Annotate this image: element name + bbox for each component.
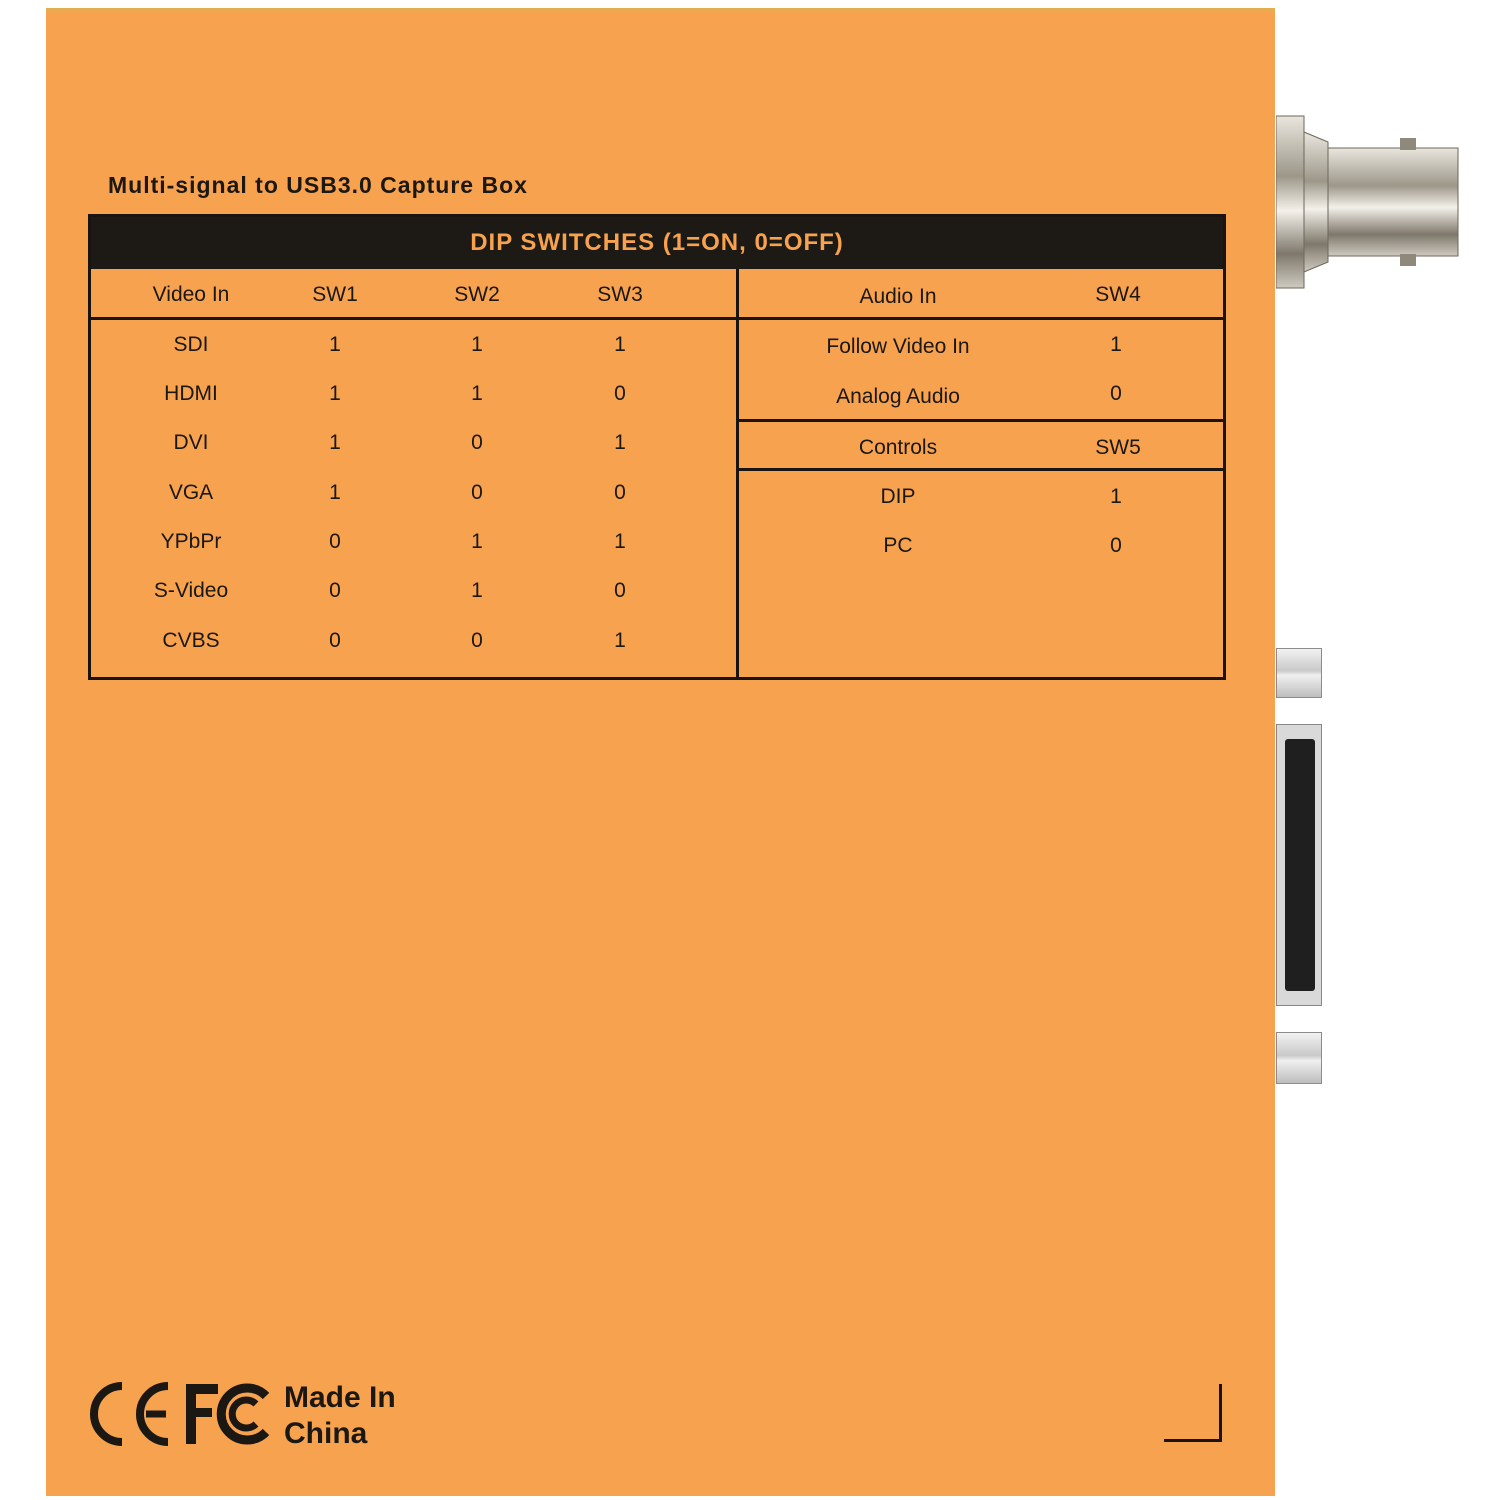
table-cell: HDMI [164, 382, 218, 405]
table-cell: 0 [614, 382, 626, 405]
certification-logos [88, 1378, 278, 1448]
sw2-column-header: SW2 [454, 283, 500, 306]
dsub-connector [1276, 724, 1322, 1006]
table-cell: 0 [471, 481, 483, 504]
table-cell: 1 [471, 530, 483, 553]
table-cell: VGA [168, 481, 214, 504]
table-cell: 1 [1110, 485, 1122, 508]
dip-switch-table [88, 214, 1226, 680]
table-cell: 1 [614, 530, 626, 553]
table-cell: 0 [329, 530, 341, 553]
audio-header-rule [736, 317, 1226, 320]
table-cell: 0 [471, 431, 483, 454]
side-latch-bottom [1276, 1032, 1322, 1084]
table-cell: 0 [614, 579, 626, 602]
made-in-line1: Made In [284, 1381, 396, 1414]
table-cell: 1 [614, 431, 626, 454]
controls-column-header: Controls [858, 436, 938, 459]
fcc-mark-icon [186, 1384, 266, 1444]
table-cell: DVI [173, 431, 209, 454]
table-cell: 0 [1110, 382, 1122, 405]
table-cell: 1 [471, 382, 483, 405]
controls-top-rule [736, 419, 1226, 422]
table-cell: 1 [1110, 333, 1122, 356]
audio-in-column-header: Audio In [859, 285, 937, 308]
table-cell: PC [883, 534, 913, 557]
sw5-column-header: SW5 [1095, 436, 1141, 459]
table-cell: 1 [614, 333, 626, 356]
table-cell: 1 [614, 629, 626, 652]
device-title: Multi-signal to USB3.0 Capture Box [108, 172, 528, 198]
table-cell: YPbPr [160, 530, 222, 553]
table-cell: 0 [329, 629, 341, 652]
video-in-column-header: Video In [152, 283, 230, 306]
side-latch-top [1276, 648, 1322, 698]
sw1-column-header: SW1 [312, 283, 358, 306]
dsub-port [1285, 739, 1315, 991]
bnc-connector-icon [1276, 112, 1462, 292]
table-cell: 1 [329, 481, 341, 504]
sw4-column-header: SW4 [1095, 283, 1141, 306]
table-cell: 0 [471, 629, 483, 652]
table-cell: SDI [173, 333, 209, 356]
table-cell: 0 [614, 481, 626, 504]
table-cell: 1 [471, 333, 483, 356]
table-cell: Follow Video In [826, 335, 970, 358]
table-divider-vertical [736, 269, 739, 680]
sw3-column-header: SW3 [597, 283, 643, 306]
table-cell: CVBS [162, 629, 220, 652]
corner-mark [1164, 1384, 1222, 1442]
table-cell: S-Video [153, 579, 229, 602]
table-cell: 1 [471, 579, 483, 602]
ce-mark-icon [94, 1386, 168, 1442]
table-cell: 0 [329, 579, 341, 602]
table-cell: 0 [1110, 534, 1122, 557]
table-cell: DIP [880, 485, 916, 508]
table-cell: Analog Audio [836, 385, 960, 408]
dip-table-header: DIP SWITCHES (1=ON, 0=OFF) [91, 217, 1223, 269]
table-cell: 1 [329, 333, 341, 356]
made-in-line2: China [284, 1417, 368, 1450]
table-cell: 1 [329, 431, 341, 454]
controls-header-rule [736, 468, 1226, 471]
made-in-label [284, 1380, 396, 1452]
table-cell: 1 [329, 382, 341, 405]
video-header-rule [91, 317, 738, 320]
